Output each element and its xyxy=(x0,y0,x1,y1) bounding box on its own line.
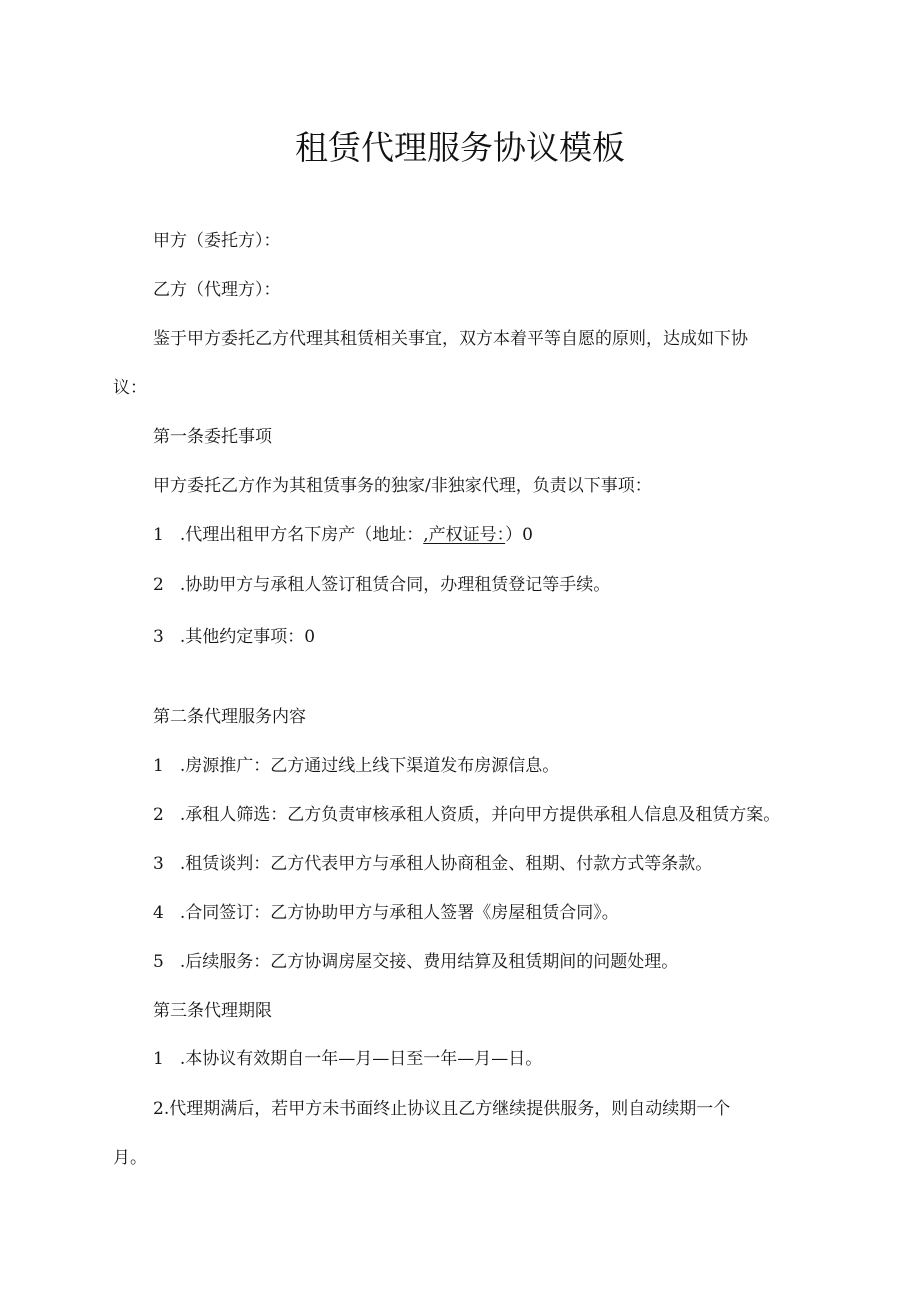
party-a-label: 甲方（委托方）： xyxy=(153,231,281,251)
article-3-heading: 第三条代理期限 xyxy=(153,1001,272,1021)
article-3-item-2-line-2: 月。 xyxy=(113,1148,147,1168)
preamble-line-2: 议： xyxy=(113,378,147,398)
article-2-heading: 第二条代理服务内容 xyxy=(153,707,306,727)
item-number: 1 xyxy=(153,1049,164,1069)
article-2-item-5 xyxy=(153,950,678,974)
item-text: .协助甲方与承租人签订租赁合同，办理租赁登记等手续。 xyxy=(179,575,611,595)
item-number: 1 xyxy=(153,756,164,776)
item-text: .代理出租甲方名下房产（地址： xyxy=(179,525,424,545)
deed-number-blank: ,产权证号： xyxy=(423,525,506,545)
item-text: .房源推广：乙方通过线上线下渠道发布房源信息。 xyxy=(179,756,560,776)
article-3-item-2-line-1: 2.代理期满后，若甲方未书面终止协议且乙方继续提供服务，则自动续期一个 xyxy=(153,1099,731,1119)
item-text: .承租人筛选：乙方负责审核承租人资质，并向甲方提供承租人信息及租赁方案。 xyxy=(179,805,781,825)
article-1-item-3 xyxy=(153,625,315,649)
item-number: 2 xyxy=(153,805,164,825)
article-2-item-2 xyxy=(153,803,780,827)
document-title: 租赁代理服务协议模板 xyxy=(295,128,625,167)
article-3-item-1 xyxy=(153,1047,542,1071)
preamble-line-1: 鉴于甲方委托乙方代理其租赁相关事宜，双方本着平等自愿的原则，达成如下协 xyxy=(153,329,748,349)
item-number: 3 xyxy=(153,854,164,874)
article-1-heading: 第一条委托事项 xyxy=(153,427,272,447)
item-text: .租赁谈判：乙方代表甲方与承租人协商租金、租期、付款方式等条款。 xyxy=(179,854,713,874)
item-text: .本协议有效期自一年—月—日至一年—月—日。 xyxy=(179,1049,543,1069)
item-text: .合同签订：乙方协助甲方与承租人签署《房屋租赁合同》。 xyxy=(179,903,619,923)
item-number: 3 xyxy=(153,627,164,647)
item-text: .后续服务：乙方协调房屋交接、费用结算及租赁期间的问题处理。 xyxy=(179,952,679,972)
article-1-intro: 甲方委托乙方作为其租赁事务的独家/非独家代理，负责以下事项： xyxy=(153,476,652,496)
article-2-item-4 xyxy=(153,901,619,925)
article-2-item-3 xyxy=(153,852,712,876)
party-b-label: 乙方（代理方）： xyxy=(153,280,281,300)
article-2-item-1 xyxy=(153,754,559,778)
item-number: 5 xyxy=(153,952,164,972)
item-text: .其他约定事项：0 xyxy=(179,627,316,647)
item-number: 2 xyxy=(153,575,164,595)
item-number: 4 xyxy=(153,903,164,923)
article-1-item-1 xyxy=(153,523,533,547)
article-1-item-2 xyxy=(153,573,610,597)
item-text-end: ）0 xyxy=(505,525,533,545)
item-number: 1 xyxy=(153,525,164,545)
